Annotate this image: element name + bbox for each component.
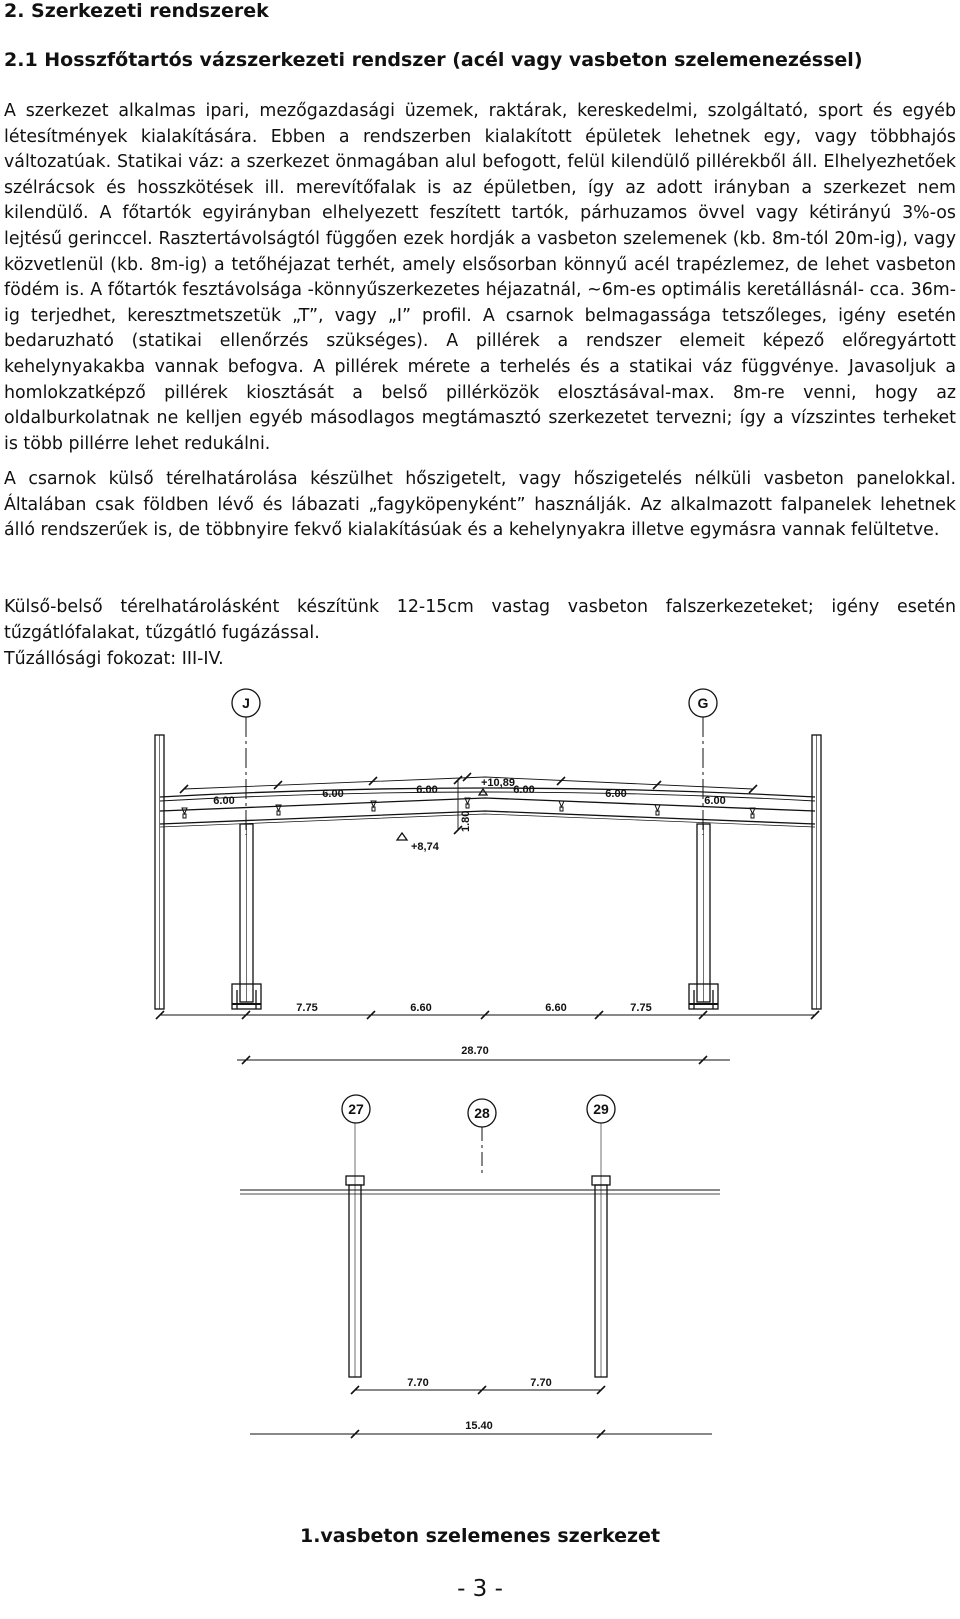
purlin-dim-5: 6.00 <box>605 788 627 800</box>
bottom-dim-3: 6.60 <box>545 1002 567 1014</box>
section-title: 2. Szerkezeti rendszerek <box>4 0 269 22</box>
purlin-dim-4: 6.00 <box>513 784 535 796</box>
eave-level-marker <box>397 833 407 840</box>
bottom-dim-1: 7.75 <box>296 1002 318 1014</box>
subsection-title: 2.1 Hosszfőtartós vázszerkezeti rendszer (acél vagy vasbeton szelemenezéssel) <box>4 49 863 71</box>
purlin-dim-6: 6.00 <box>704 795 726 807</box>
ridge-level-label: +10,89 <box>481 777 515 789</box>
paragraph-cladding: A csarnok külső térelhatárolása készülhet hőszigetelt, vagy hőszigetelés nélküli vasbeton panelokkal. Általában csak földben lévő és lábazati „fagyköpenyként” használják. Az alkalmazott falpanelek lehetnek álló rendszerűek is, de többnyire fekvő kialakításúak és a kehelynyakra illetve egymásra vannak felültetve. <box>4 469 956 541</box>
main-girder-bottom <box>160 811 815 824</box>
grid-label-27: 27 <box>348 1101 364 1117</box>
page-number: - 3 - <box>457 1576 503 1602</box>
grid-label-28: 28 <box>474 1105 490 1121</box>
figure-caption: 1.vasbeton szelemenes szerkezet <box>299 1525 661 1547</box>
paragraph-fire-rating: Tűzállósági fokozat: III-IV. <box>4 649 224 669</box>
bottom-dim-right: 7.70 <box>530 1377 552 1389</box>
grid-label-g: G <box>697 695 709 711</box>
longitudinal-section-drawing <box>240 1095 720 1438</box>
purlin-dim-1: 6.00 <box>213 795 235 807</box>
paragraph-walls: Külső-belső térelhatárolásként készítünk 12-15cm vastag vasbeton falszerkezeteket; igény esetén tűzgátlófalakat, tűzgátló fugázással. <box>4 597 956 643</box>
ridge-height-label: 1.80 <box>460 810 472 832</box>
paragraph-structure: A szerkezet alkalmas ipari, mezőgazdasági üzemek, raktárak, kereskedelmi, szolgáltató, sport és egyéb létesítmények kialakítására. Ebben a rendszerben kialakított épületek lehetnek egy, vagy többhajós változatúak. Statikai váz: a szerkezet önmagában alul befogott, felül kilendülő pillérekből áll. Elhelyezhetőek szélrácsok és hosszkötések ill. merevítőfalak is az épületben, így az adott irányban a szerkezet nem kilendülő. A főtartók egyirányban elhelyezett feszített tartók, párhuzamos övvel vagy kétirányú 3%-os lejtésű gerinccel. Rasztertávolságtól függően ezek hordják a vasbeton szelemenek (kb. 8m-tól 20m-ig), vagy közvetlenül (kb. 8m-ig) a tetőhéjazat terhét, amely elsősorban könnyű acél trapézlemez, de lehet vasbeton födém is. A főtartók fesztávolsága -könnyűszerkezetes héjazatnál, ~6m-es optimális keretállásnál- cca. 36m-ig terjedhet, keresztmetszetük „T”, vagy „I” profil. A csarnok belmagassága tetszőleges, igény esetén bedaruzható (statikai ellenőrzés szükséges). A pillérek a rendszer elemeit képező előregyártott kehelynyakakba vannak befogva. A pillérek mérete a terhelés és a statikai váz függvénye. Javasoljuk a homlokzatképző pillérek kiosztását a belső pillérközök elosztásával-max. 8m-re venni, hogy az oldalburkolatnak ne kelljen egyéb másodlagos megtámasztó szerkezetet tervezni; így a vízszintes terheket is több pillérre lehet redukálni. <box>4 101 956 454</box>
purlin-dim-2: 6.00 <box>322 788 344 800</box>
bottom-dim-4: 7.75 <box>630 1002 652 1014</box>
total-span-top: 28.70 <box>461 1045 489 1057</box>
total-span-bottom: 15.40 <box>465 1420 493 1432</box>
grid-label-j: J <box>242 695 250 711</box>
eave-level-label: +8,74 <box>411 841 439 853</box>
frame-section-drawing <box>155 689 821 1064</box>
grid-label-29: 29 <box>593 1101 609 1117</box>
bottom-dim-left: 7.70 <box>407 1377 429 1389</box>
bottom-dim-2: 6.60 <box>410 1002 432 1014</box>
purlin-dim-3: 6.00 <box>416 784 438 796</box>
